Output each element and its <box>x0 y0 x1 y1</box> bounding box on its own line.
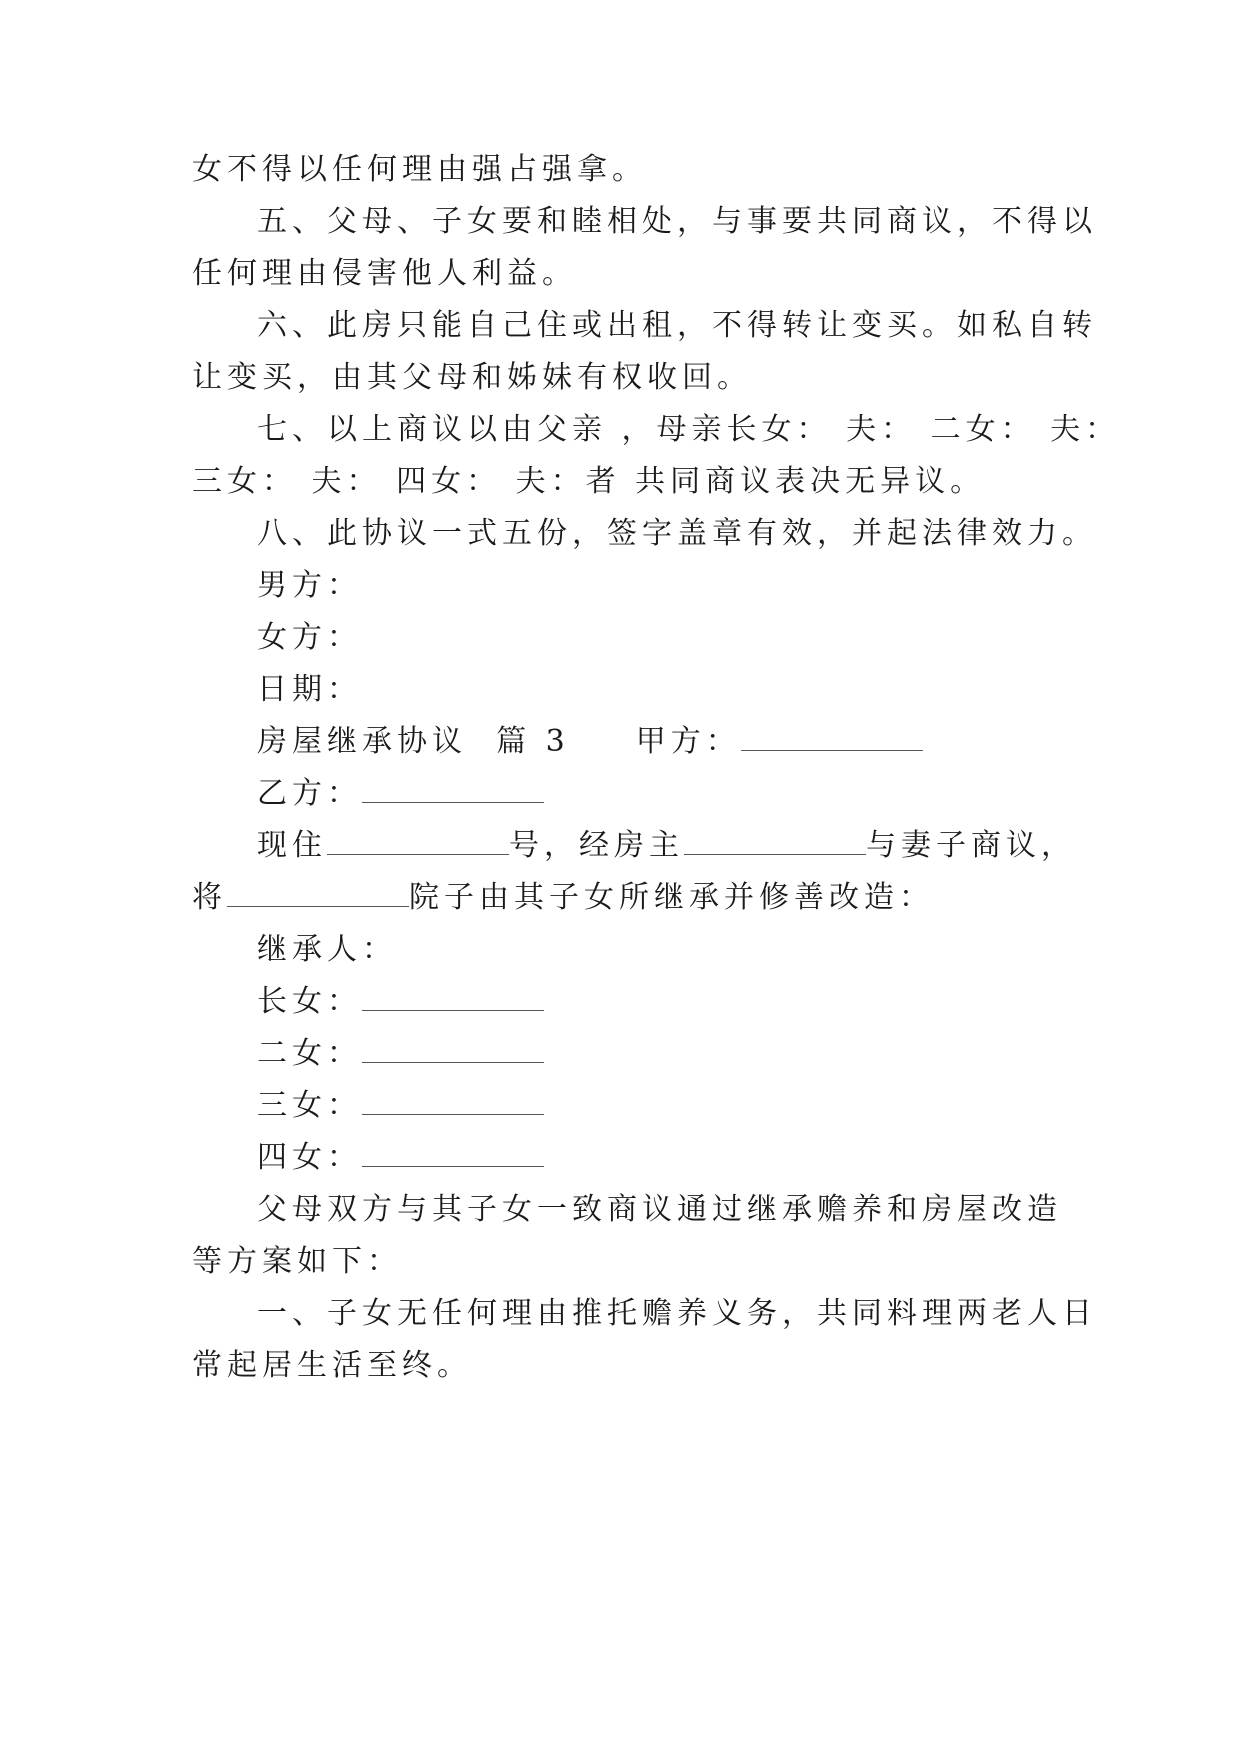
party-a-blank <box>741 722 923 751</box>
signature-female-label: 女方： <box>257 620 362 655</box>
heir-line <box>257 1138 544 1178</box>
text-line: 任何理由侵害他人利益。 <box>192 256 577 291</box>
heir-label: 四女： <box>257 1140 362 1175</box>
heir-line <box>257 1086 544 1126</box>
text-line: 让变买，由其父母和姊妹有权收回。 <box>192 360 752 395</box>
article-title: 房屋继承协议 篇 3 <box>257 724 570 759</box>
heir-blank <box>362 982 544 1011</box>
text-line: 六、此房只能自己住或出租，不得转让变买。如私自转 <box>257 308 1097 343</box>
text-line: 父母双方与其子女一致商议通过继承赡养和房屋改造 <box>257 1192 1062 1227</box>
text-line: 一、子女无任何理由推托赡养义务，共同料理两老人日 <box>257 1296 1097 1331</box>
text-line: 七、以上商议以由父亲 ，母亲长女： 夫： 二女： 夫： <box>257 412 1121 447</box>
heirs-label: 继承人： <box>257 932 397 967</box>
text-line: 常起居生活至终。 <box>192 1348 472 1383</box>
text-line: 三女： 夫： 四女： 夫：者 共同商议表决无异议。 <box>192 464 986 499</box>
text-line: 女不得以任何理由强占强拿。 <box>192 152 647 187</box>
owner-text: 号，经房主 <box>509 828 684 863</box>
address-blank <box>327 826 509 855</box>
date-label: 日期： <box>257 672 362 707</box>
article-3-header-line <box>257 722 923 762</box>
party-a-label: 甲方： <box>635 724 741 759</box>
heir-blank <box>362 1138 544 1167</box>
will-text: 将 <box>192 880 227 915</box>
heir-label: 长女： <box>257 984 362 1019</box>
discussion-text: 与妻子商议， <box>866 828 1076 863</box>
heir-line <box>257 982 544 1022</box>
heir-label: 二女： <box>257 1036 362 1071</box>
residence-text: 现住 <box>257 828 327 863</box>
party-b-label: 乙方： <box>257 776 362 811</box>
heir-label: 三女： <box>257 1088 362 1123</box>
courtyard-blank <box>227 878 409 907</box>
heir-blank <box>362 1086 544 1115</box>
residence-line <box>257 826 1076 866</box>
will-rest-text: 院子由其子女所继承并修善改造： <box>409 880 934 915</box>
party-b-line <box>257 774 544 814</box>
party-b-blank <box>362 774 544 803</box>
text-line: 等方案如下： <box>192 1244 402 1279</box>
text-line: 五、父母、子女要和睦相处，与事要共同商议，不得以 <box>257 204 1097 239</box>
text-line: 八、此协议一式五份，签字盖章有效，并起法律效力。 <box>257 516 1097 551</box>
owner-blank <box>684 826 866 855</box>
heir-line <box>257 1034 544 1074</box>
heir-blank <box>362 1034 544 1063</box>
courtyard-line <box>192 878 934 918</box>
signature-male-label: 男方： <box>257 568 362 603</box>
